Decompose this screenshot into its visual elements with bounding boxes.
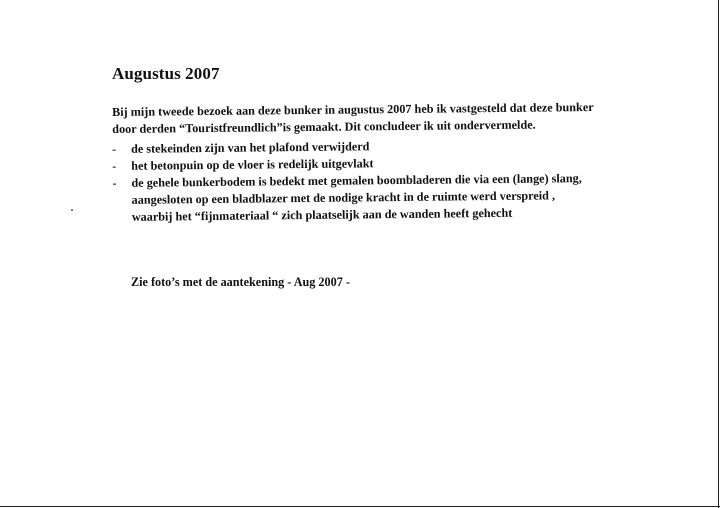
intro-line-1: Bij mijn tweede bezoek aan deze bunker in augustus 2007 heb ik vastgesteld dat deze bunker xyxy=(112,99,594,119)
list-item-continuation: aangesloten op een bladblazer met de nodige kracht in de ruimte werd verspreid , xyxy=(131,188,556,207)
list-item-text: de stekeinden zijn van het plafond verwijderd xyxy=(131,139,370,156)
page-edge-bottom xyxy=(0,506,720,507)
photo-note: Zie foto’s met de aantekening - Aug 2007 - xyxy=(131,275,350,289)
intro-paragraph xyxy=(112,98,692,138)
list-item-continuation: waarbij het “fijnmateriaal “ zich plaatselijk aan de wanden heeft gehecht xyxy=(131,205,513,224)
list-item-text: de gehele bunkerbodem is bedekt met gemalen boombladeren die via een (lange) slang, xyxy=(131,171,582,190)
list-dash: - xyxy=(112,158,117,173)
list-item-text: het betonpuin op de vloer is redelijk uitgevlakt xyxy=(131,156,374,173)
intro-line-2: door derden “Touristfreundlich”is gemaakt. Dit concludeer ik uit ondervermelde. xyxy=(112,117,536,136)
page-edge-right xyxy=(718,0,719,508)
page-title: Augustus 2007 xyxy=(112,64,220,83)
list-dash: - xyxy=(112,141,117,156)
observation-list xyxy=(112,135,693,226)
list-dash: - xyxy=(112,175,117,190)
scan-speck xyxy=(71,209,73,211)
